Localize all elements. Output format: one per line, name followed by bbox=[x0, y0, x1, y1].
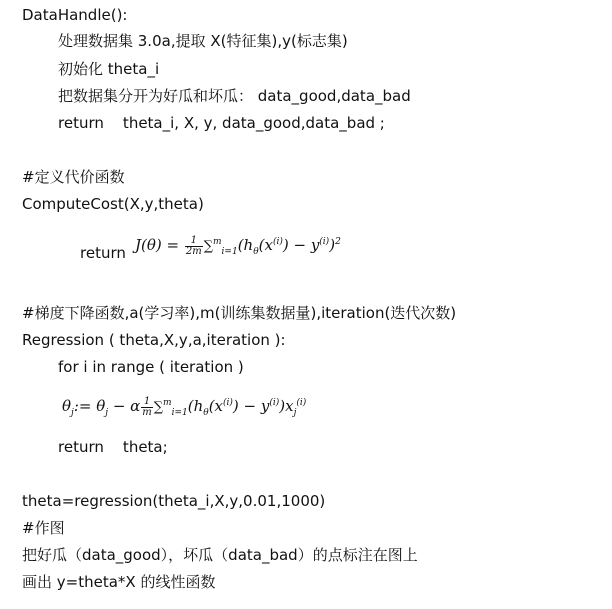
fraction bbox=[141, 397, 152, 418]
formula-part: (h bbox=[237, 236, 254, 254]
text-line: ComputeCost(X,y,theta) bbox=[22, 195, 204, 213]
superscript: (i) bbox=[269, 398, 280, 408]
update-formula bbox=[62, 392, 306, 424]
formula-part: (x bbox=[208, 397, 223, 415]
comment-line: #梯度下降函数,a(学习率),m(训练集数据量),iteration(迭代次数) bbox=[22, 304, 457, 322]
superscript: (i) bbox=[296, 398, 307, 408]
sum-upper: m bbox=[163, 398, 172, 408]
formula-part: := θ bbox=[73, 397, 106, 415]
text-line: return theta_i, X, y, data_good,data_bad ; bbox=[58, 114, 385, 132]
text-line: DataHandle(): bbox=[22, 6, 128, 24]
fraction-numerator: 1 bbox=[141, 397, 152, 408]
sum-symbol: ∑ bbox=[153, 400, 164, 415]
comment-line: #定义代价函数 bbox=[22, 168, 125, 186]
text-line: 把数据集分开为好瓜和坏瓜： data_good,data_bad bbox=[58, 87, 411, 105]
comment-line: #作图 bbox=[22, 519, 65, 537]
superscript: (i) bbox=[319, 237, 330, 247]
formula-part: )x bbox=[279, 397, 294, 415]
formula-part: − α bbox=[108, 397, 141, 415]
cost-formula bbox=[135, 231, 341, 263]
text-line: 把好瓜（data_good），坏瓜（data_bad）的点标注在图上 bbox=[22, 546, 418, 564]
formula-part: ) − y bbox=[232, 397, 270, 415]
formula-part: J(θ) = bbox=[135, 236, 184, 254]
text-line: return theta; bbox=[58, 438, 168, 456]
subscript: j bbox=[71, 408, 74, 418]
sum-upper: m bbox=[213, 237, 222, 247]
text-line: 处理数据集 3.0a,提取 X(特征集),y(标志集) bbox=[58, 32, 348, 50]
fraction-numerator: 1 bbox=[185, 236, 203, 247]
formula-part: ) − y bbox=[282, 236, 320, 254]
fraction-denominator: m bbox=[142, 406, 152, 418]
formula-part: ) bbox=[329, 236, 336, 254]
text-line: theta=regression(theta_i,X,y,0.01,1000) bbox=[22, 492, 326, 510]
text-line: return bbox=[80, 244, 126, 262]
formula-part: θ bbox=[62, 397, 72, 415]
subscript: θ bbox=[203, 408, 209, 418]
superscript: (i) bbox=[223, 398, 233, 408]
fraction bbox=[185, 236, 203, 257]
superscript: (i) bbox=[272, 237, 283, 247]
sum-lower: i=1 bbox=[171, 408, 188, 418]
superscript: 2 bbox=[335, 237, 341, 247]
text-line: 画出 y=theta*X 的线性函数 bbox=[22, 573, 216, 591]
formula-part: (h bbox=[187, 397, 204, 415]
text-line: 初始化 theta_i bbox=[58, 60, 160, 78]
sum-symbol: ∑ bbox=[203, 239, 213, 254]
sum-lower: i=1 bbox=[221, 247, 238, 257]
text-line: Regression ( theta,X,y,a,iteration ): bbox=[22, 331, 286, 349]
fraction-denominator: 2m bbox=[185, 245, 202, 257]
subscript: θ bbox=[253, 247, 259, 257]
text-line: for i in range ( iteration ) bbox=[58, 358, 244, 376]
formula-part: (x bbox=[258, 236, 273, 254]
subscript: j bbox=[293, 408, 297, 418]
subscript: j bbox=[105, 408, 109, 418]
